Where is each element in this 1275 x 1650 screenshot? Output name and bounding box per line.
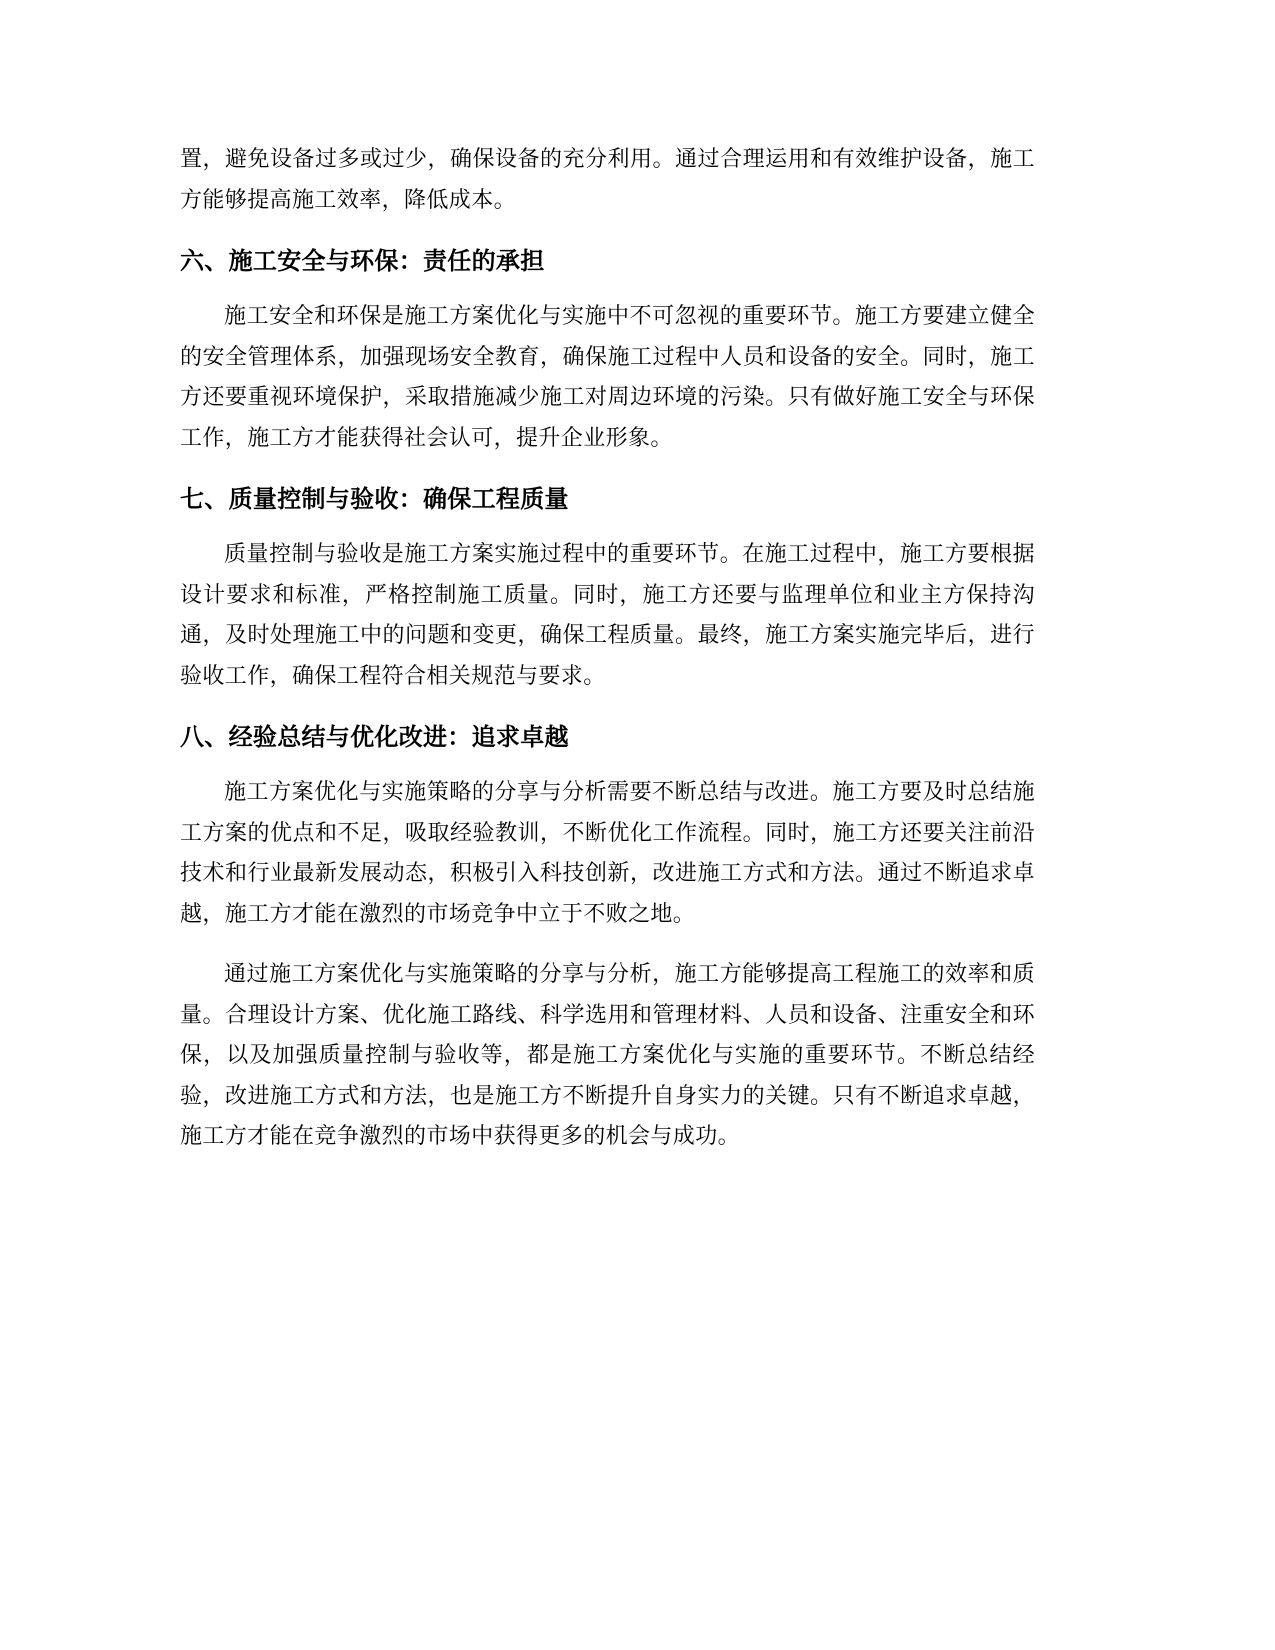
section-heading-8: 八、经验总结与优化改进：追求卓越 bbox=[180, 723, 569, 751]
paragraph-safety-environment: 施工安全和环保是施工方案优化与实施中不可忽视的重要环节。施工方要建立健全的安全管理体系，加强现场安全教育，确保施工过程中人员和设备的安全。同时，施工方还要重视环境保护，采取措施减少施工对周边环境的污染。只有做好施工安全与环保工作，施工方才能获得社会认可，提升企业形象。 bbox=[180, 304, 1035, 451]
paragraph-continued: 置，避免设备过多或过少，确保设备的充分利用。通过合理运用和有效维护设备，施工方能够提高施工效率，降低成本。 bbox=[180, 147, 1035, 213]
paragraph-quality-control: 质量控制与验收是施工方案实施过程中的重要环节。在施工过程中，施工方要根据设计要求和标准，严格控制施工质量。同时，施工方还要与监理单位和业主方保持沟通，及时处理施工中的问题和变更，确保工程质量。最终，施工方案实施完毕后，进行验收工作，确保工程符合相关规范与要求。 bbox=[180, 542, 1035, 689]
paragraph-conclusion: 通过施工方案优化与实施策略的分享与分析，施工方能够提高工程施工的效率和质量。合理设计方案、优化施工路线、科学选用和管理材料、人员和设备、注重安全和环保，以及加强质量控制与验收等，都是施工方案优化与实施的重要环节。不断总结经验，改进施工方式和方法，也是施工方不断提升自身实力的关键。只有不断追求卓越，施工方才能在竞争激烈的市场中获得更多的机会与成功。 bbox=[180, 962, 1035, 1149]
section-heading-6: 六、施工安全与环保：责任的承担 bbox=[180, 247, 545, 275]
paragraph-experience-summary: 施工方案优化与实施策略的分享与分析需要不断总结与改进。施工方要及时总结施工方案的优点和不足，吸取经验教训，不断优化工作流程。同时，施工方还要关注前沿技术和行业最新发展动态，积极引入科技创新，改进施工方式和方法。通过不断追求卓越，施工方才能在激烈的市场竞争中立于不败之地。 bbox=[180, 780, 1035, 927]
section-heading-7: 七、质量控制与验收：确保工程质量 bbox=[180, 485, 569, 513]
document-page bbox=[180, 140, 1035, 1158]
